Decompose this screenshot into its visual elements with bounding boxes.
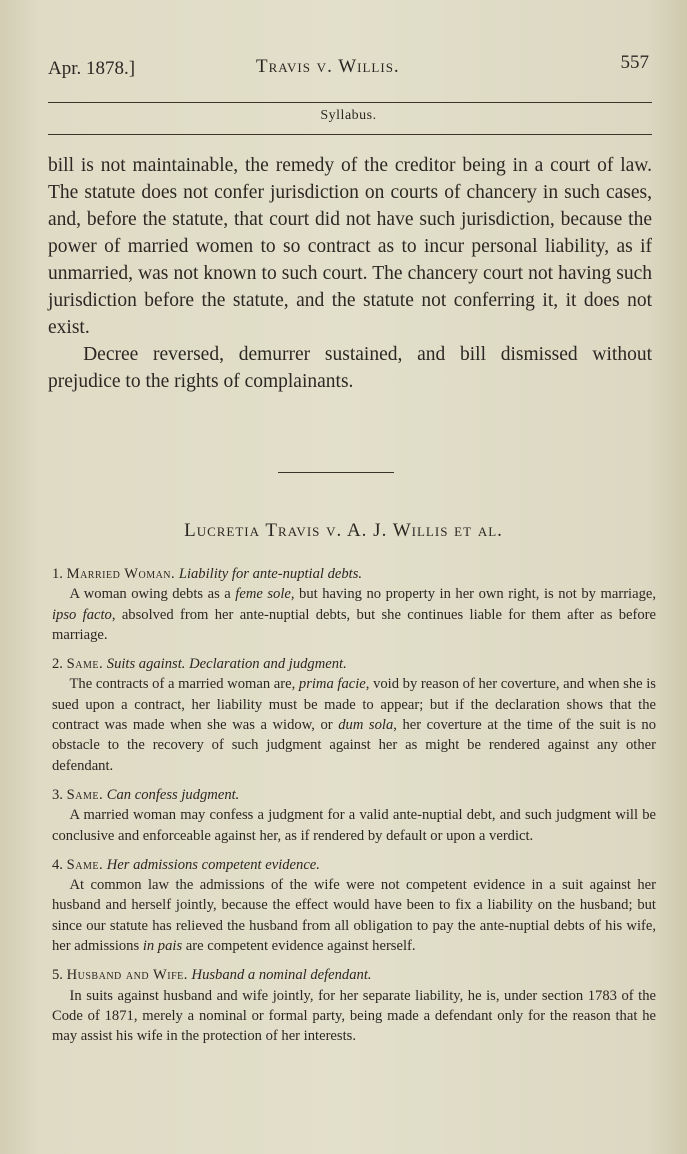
headnote-text: In suits against husband and wife jointly, for her separate liability, he is, under section 1783 of the Code of 1871, merely a nominal or formal party, being made a defendant only for the reason that he may assist his wife in the protection of her interests. xyxy=(52,987,656,1045)
headnote-subject: Husband a nominal defendant. xyxy=(191,967,372,984)
header-date: Apr. 1878.] xyxy=(48,58,136,79)
running-header xyxy=(48,52,649,82)
headnote-text: At common law the admissions of the wife were not competent evidence in a suit against her husband and herself jointly, because the effect would have been to fix a liability on the husband; but since our statute has relieved the husband from all obligation to pay the ante-nuptial debts of his wife, her admissions in pais are competent evidence against herself. xyxy=(52,877,656,955)
headnote-text: A woman owing debts as a feme sole, but having no property in her own right, is not by marriage, ipso facto, absolved from her ante-nuptial debts, but she continues liable for them after as before marriage. xyxy=(52,586,657,643)
headnote-topic: Same. xyxy=(66,856,104,873)
headnote-subject: Suits against. Declaration and judgment. xyxy=(106,656,347,673)
headnote-heading xyxy=(52,965,656,985)
syllabus-paragraph: bill is not maintainable, the remedy of the creditor being in a court of law. The statute does not confer jurisdiction on courts of chancery in such cases, and, before the statute, that court did not have such jurisdiction, because the power of married women to so contract as to incur personal liability, as if unmarried, was not known to such court. The chancery court not having such jurisdiction before the statute, and the statute not conferring it, it does not exist. xyxy=(48,155,652,338)
headnote-2 xyxy=(52,654,656,776)
headnote-4 xyxy=(52,855,656,956)
headnote-heading xyxy=(52,855,656,875)
headnote-text: The contracts of a married woman are, prima facie, void by reason of her coverture, and when she is sued upon a contract, her liability must be made to appear; but if the declaration shows that the contract was made when she was a widow, or dum sola, her coverture at the time of the suit is no obstacle to the recovery of such judgment against her as might be rendered against any other defendant. xyxy=(52,676,657,774)
running-title: Travis v. Willis. xyxy=(256,56,400,77)
headnote-topic: Same. xyxy=(66,786,104,803)
headnote-number: 2. xyxy=(52,656,63,673)
headnote-3 xyxy=(52,785,656,846)
headnote-heading xyxy=(52,564,656,584)
headnote-number: 4. xyxy=(52,856,63,873)
headnote-5 xyxy=(52,965,656,1046)
headnote-heading xyxy=(52,654,656,674)
header-rule-top xyxy=(48,102,652,103)
header-rule-bottom xyxy=(48,134,652,135)
headnote-topic: Same. xyxy=(66,656,104,673)
headnote-number: 5. xyxy=(52,967,63,984)
headnotes xyxy=(52,564,656,1056)
section-label: Syllabus. xyxy=(320,108,377,123)
headnote-1 xyxy=(52,564,656,645)
headnote-topic: Husband and Wife. xyxy=(66,967,188,984)
section-divider xyxy=(278,472,394,473)
page-number: 557 xyxy=(620,52,649,73)
headnote-heading xyxy=(52,785,656,805)
headnote-number: 3. xyxy=(52,786,63,803)
headnote-topic: Married Woman. xyxy=(66,566,176,582)
headnote-number: 1. xyxy=(52,566,63,582)
headnote-subject: Her admissions competent evidence. xyxy=(106,856,320,873)
case-title: Lucretia Travis v. A. J. Willis et al. xyxy=(184,520,503,541)
headnote-subject: Can confess judgment. xyxy=(106,786,240,803)
headnote-subject: Liability for ante-nuptial debts. xyxy=(178,566,363,582)
headnote-text: A married woman may confess a judgment for a valid ante-nuptial debt, and such judgment will be conclusive and enforceable against her, as if rendered by default or upon a verdict. xyxy=(52,807,656,844)
syllabus-body xyxy=(48,152,652,395)
decree-paragraph: Decree reversed, demurrer sustained, and bill dismissed without prejudice to the rights of complainants. xyxy=(48,344,652,392)
